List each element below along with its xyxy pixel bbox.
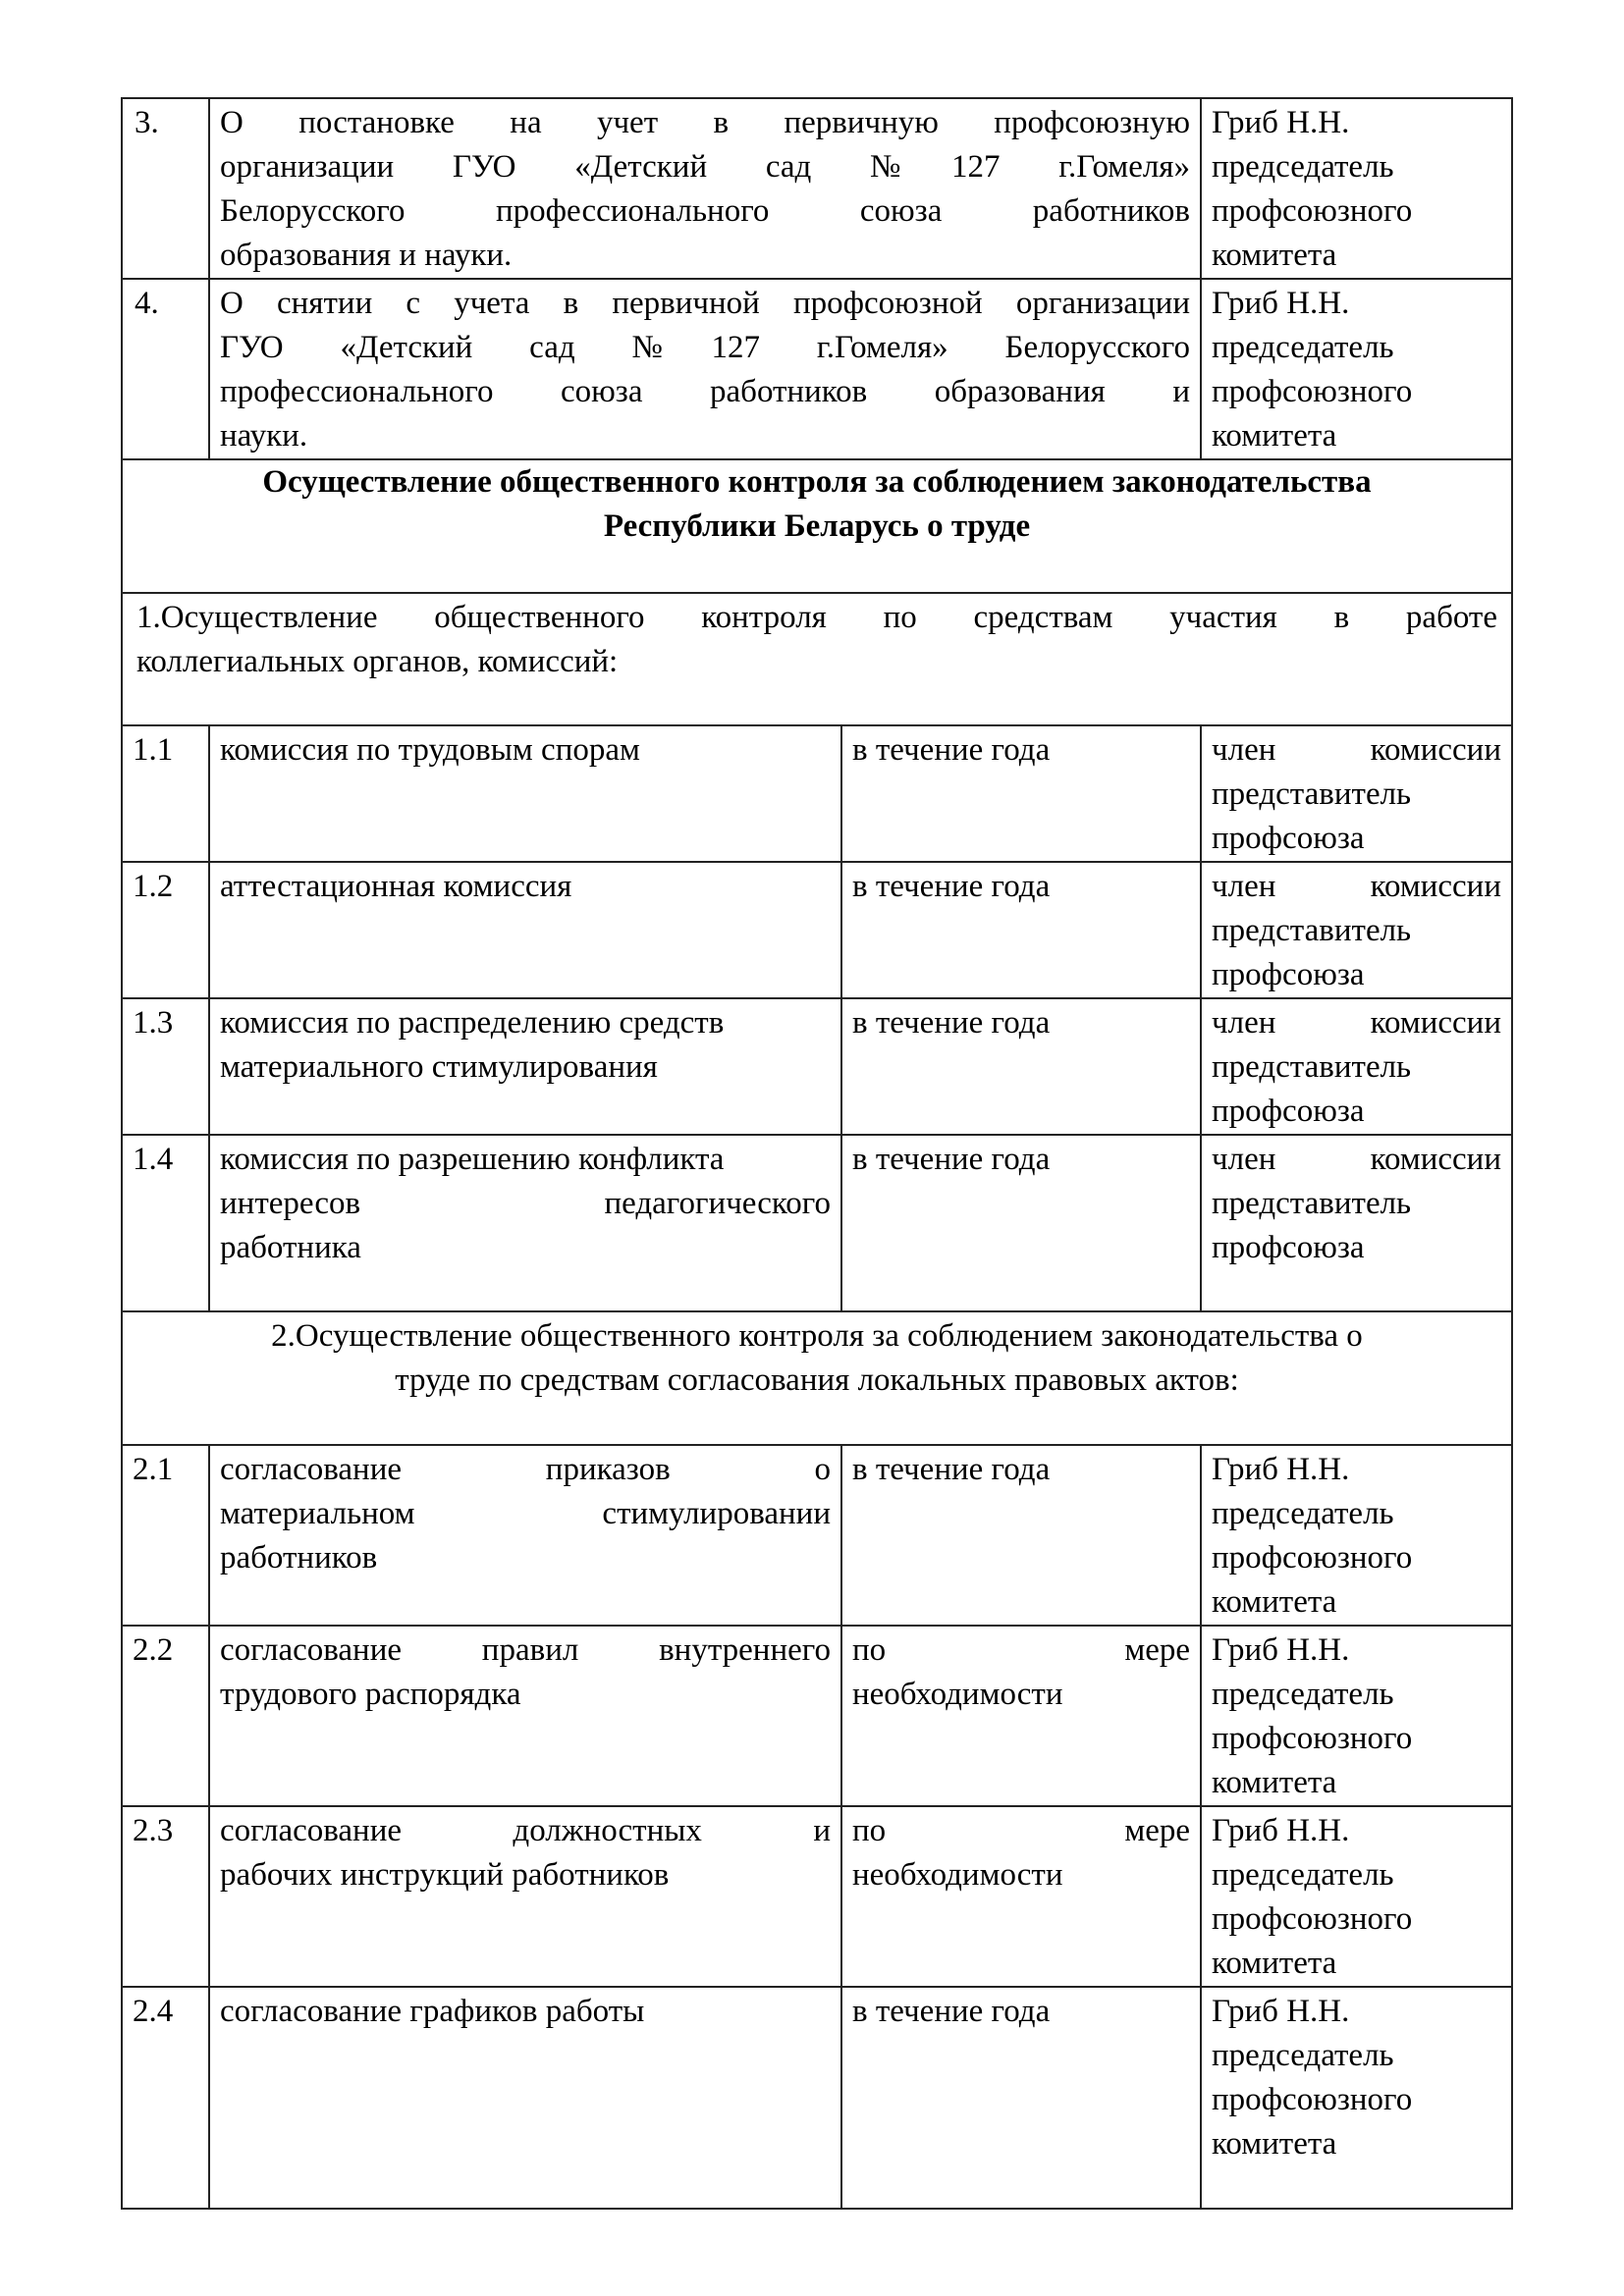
row-term xyxy=(841,1806,1201,1987)
text-line: в течение года xyxy=(852,869,1051,904)
row-responsible xyxy=(1201,279,1512,459)
text-line: О постановке на учет в первичную профсоюзную xyxy=(220,105,1190,140)
subsection-2-heading xyxy=(122,1311,1512,1445)
table-row xyxy=(122,998,1512,1135)
text-line: комиссия по разрешению конфликта xyxy=(220,1142,725,1177)
text-line: представитель xyxy=(1212,1049,1412,1085)
table-row xyxy=(122,1445,1512,1626)
row-responsible xyxy=(1201,1626,1512,1806)
row-number: 1.3 xyxy=(122,998,209,1135)
text-line: председатель xyxy=(1212,1857,1394,1893)
row-number: 1.2 xyxy=(122,862,209,998)
text-line: согласование правил внутреннего xyxy=(220,1632,831,1668)
row-text xyxy=(209,279,1201,459)
text-line: в течение года xyxy=(852,1142,1051,1177)
heading-line: Осуществление общественного контроля за соблюдением законодательства xyxy=(262,464,1372,500)
row-number: 1.1 xyxy=(122,725,209,862)
heading-line: 1.Осуществление общественного контроля по средствам участия в работе xyxy=(136,600,1497,635)
text-line: председатель xyxy=(1212,149,1394,185)
table-row xyxy=(122,725,1512,862)
text-line: профсоюзного xyxy=(1212,374,1413,409)
text-line: материального стимулирования xyxy=(220,1049,658,1085)
table-row xyxy=(122,862,1512,998)
text-line: представитель xyxy=(1212,776,1412,812)
row-term xyxy=(841,1626,1201,1806)
text-line: комитета xyxy=(1212,2126,1337,2162)
row-number: 2.3 xyxy=(122,1806,209,1987)
subsection-row xyxy=(122,593,1512,725)
text-line: Гриб Н.Н. xyxy=(1212,1994,1350,2029)
section-heading-row xyxy=(122,459,1512,593)
text-line: комиссия по трудовым спорам xyxy=(220,732,640,768)
row-responsible xyxy=(1201,98,1512,279)
text-line: ГУО «Детский сад №127 г.Гомеля» Белорусского xyxy=(220,330,1190,365)
text-line: О снятии с учета в первичной профсоюзной организации xyxy=(220,286,1190,321)
text-line: член комиссии xyxy=(1212,869,1501,904)
heading-line: Республики Беларусь о труде xyxy=(603,508,1031,544)
row-text xyxy=(209,998,841,1135)
row-text xyxy=(209,862,841,998)
text-line: аттестационная комиссия xyxy=(220,869,572,904)
text-line: профсоюзного xyxy=(1212,1540,1413,1575)
text-line: председатель xyxy=(1212,1496,1394,1531)
row-number: 4. xyxy=(122,279,209,459)
table-row xyxy=(122,1135,1512,1311)
subsection-row xyxy=(122,1311,1512,1445)
text-line: председатель xyxy=(1212,2038,1394,2073)
text-line: председатель xyxy=(1212,1677,1394,1712)
text-line: комитета xyxy=(1212,1584,1337,1620)
row-text xyxy=(209,1987,841,2209)
text-line: необходимости xyxy=(852,1857,1063,1893)
text-line: в течение года xyxy=(852,1452,1051,1487)
subsection-1-heading xyxy=(122,593,1512,725)
text-line: член комиссии xyxy=(1212,1005,1501,1041)
text-line: в течение года xyxy=(852,1994,1051,2029)
row-text xyxy=(209,1135,841,1311)
row-number: 3. xyxy=(122,98,209,279)
row-term xyxy=(841,1135,1201,1311)
text-line: Гриб Н.Н. xyxy=(1212,286,1350,321)
table-row xyxy=(122,279,1512,459)
text-line: комитета xyxy=(1212,1946,1337,1981)
section-heading xyxy=(122,459,1512,593)
row-responsible xyxy=(1201,1135,1512,1311)
row-responsible xyxy=(1201,1987,1512,2209)
text-line: профсоюзного xyxy=(1212,2082,1413,2117)
text-line: образования и науки. xyxy=(220,238,513,273)
table-row xyxy=(122,1987,1512,2209)
text-line: представитель xyxy=(1212,1186,1412,1221)
row-text xyxy=(209,98,1201,279)
row-responsible xyxy=(1201,1445,1512,1626)
row-term xyxy=(841,725,1201,862)
row-term xyxy=(841,862,1201,998)
text-line: Гриб Н.Н. xyxy=(1212,105,1350,140)
text-line: председатель xyxy=(1212,330,1394,365)
text-line: представитель xyxy=(1212,913,1412,948)
text-line: профсоюзного xyxy=(1212,193,1413,229)
row-text xyxy=(209,1806,841,1987)
text-line: науки. xyxy=(220,418,308,454)
row-text xyxy=(209,1445,841,1626)
plan-table xyxy=(121,97,1513,2210)
text-line: член комиссии xyxy=(1212,1142,1501,1177)
heading-line: 2.Осуществление общественного контроля за соблюдением законодательства о xyxy=(271,1318,1363,1354)
table-row xyxy=(122,1806,1512,1987)
text-line: профсоюзного xyxy=(1212,1901,1413,1937)
text-line: Гриб Н.Н. xyxy=(1212,1632,1350,1668)
row-responsible xyxy=(1201,998,1512,1135)
text-line: Гриб Н.Н. xyxy=(1212,1813,1350,1848)
text-line: согласование графиков работы xyxy=(220,1994,645,2029)
text-line: профсоюза xyxy=(1212,1230,1365,1265)
row-term xyxy=(841,998,1201,1135)
text-line: Гриб Н.Н. xyxy=(1212,1452,1350,1487)
text-line: Белорусского профессионального союза работников xyxy=(220,193,1190,229)
text-line: интересов педагогического xyxy=(220,1186,831,1221)
text-line: комитета xyxy=(1212,418,1337,454)
row-text xyxy=(209,725,841,862)
text-line: профсоюза xyxy=(1212,957,1365,992)
row-number: 2.4 xyxy=(122,1987,209,2209)
row-term xyxy=(841,1445,1201,1626)
text-line: член комиссии xyxy=(1212,732,1501,768)
row-number: 2.2 xyxy=(122,1626,209,1806)
row-term xyxy=(841,1987,1201,2209)
text-line: работника xyxy=(220,1230,361,1265)
text-line: комитета xyxy=(1212,1765,1337,1800)
text-line: организации ГУО «Детский сад №127 г.Гомеля» xyxy=(220,149,1190,185)
table-row xyxy=(122,98,1512,279)
row-number: 1.4 xyxy=(122,1135,209,1311)
row-responsible xyxy=(1201,725,1512,862)
text-line: профсоюзного xyxy=(1212,1721,1413,1756)
text-line: согласование приказов о xyxy=(220,1452,831,1487)
text-line: профсоюза xyxy=(1212,1094,1365,1129)
row-number: 2.1 xyxy=(122,1445,209,1626)
text-line: профессионального союза работников образования и xyxy=(220,374,1190,409)
heading-line: труде по средствам согласования локальных правовых актов: xyxy=(395,1362,1239,1398)
row-text xyxy=(209,1626,841,1806)
text-line: в течение года xyxy=(852,732,1051,768)
text-line: по мере xyxy=(852,1632,1190,1668)
row-responsible xyxy=(1201,1806,1512,1987)
text-line: трудового распорядка xyxy=(220,1677,521,1712)
text-line: необходимости xyxy=(852,1677,1063,1712)
text-line: рабочих инструкций работников xyxy=(220,1857,670,1893)
text-line: комитета xyxy=(1212,238,1337,273)
row-responsible xyxy=(1201,862,1512,998)
text-line: согласование должностных и xyxy=(220,1813,831,1848)
text-line: в течение года xyxy=(852,1005,1051,1041)
table-row xyxy=(122,1626,1512,1806)
text-line: комиссия по распределению средств xyxy=(220,1005,725,1041)
text-line: материальном стимулировании xyxy=(220,1496,831,1531)
heading-line: коллегиальных органов, комиссий: xyxy=(136,644,619,679)
text-line: профсоюза xyxy=(1212,821,1365,856)
text-line: работников xyxy=(220,1540,378,1575)
text-line: по мере xyxy=(852,1813,1190,1848)
